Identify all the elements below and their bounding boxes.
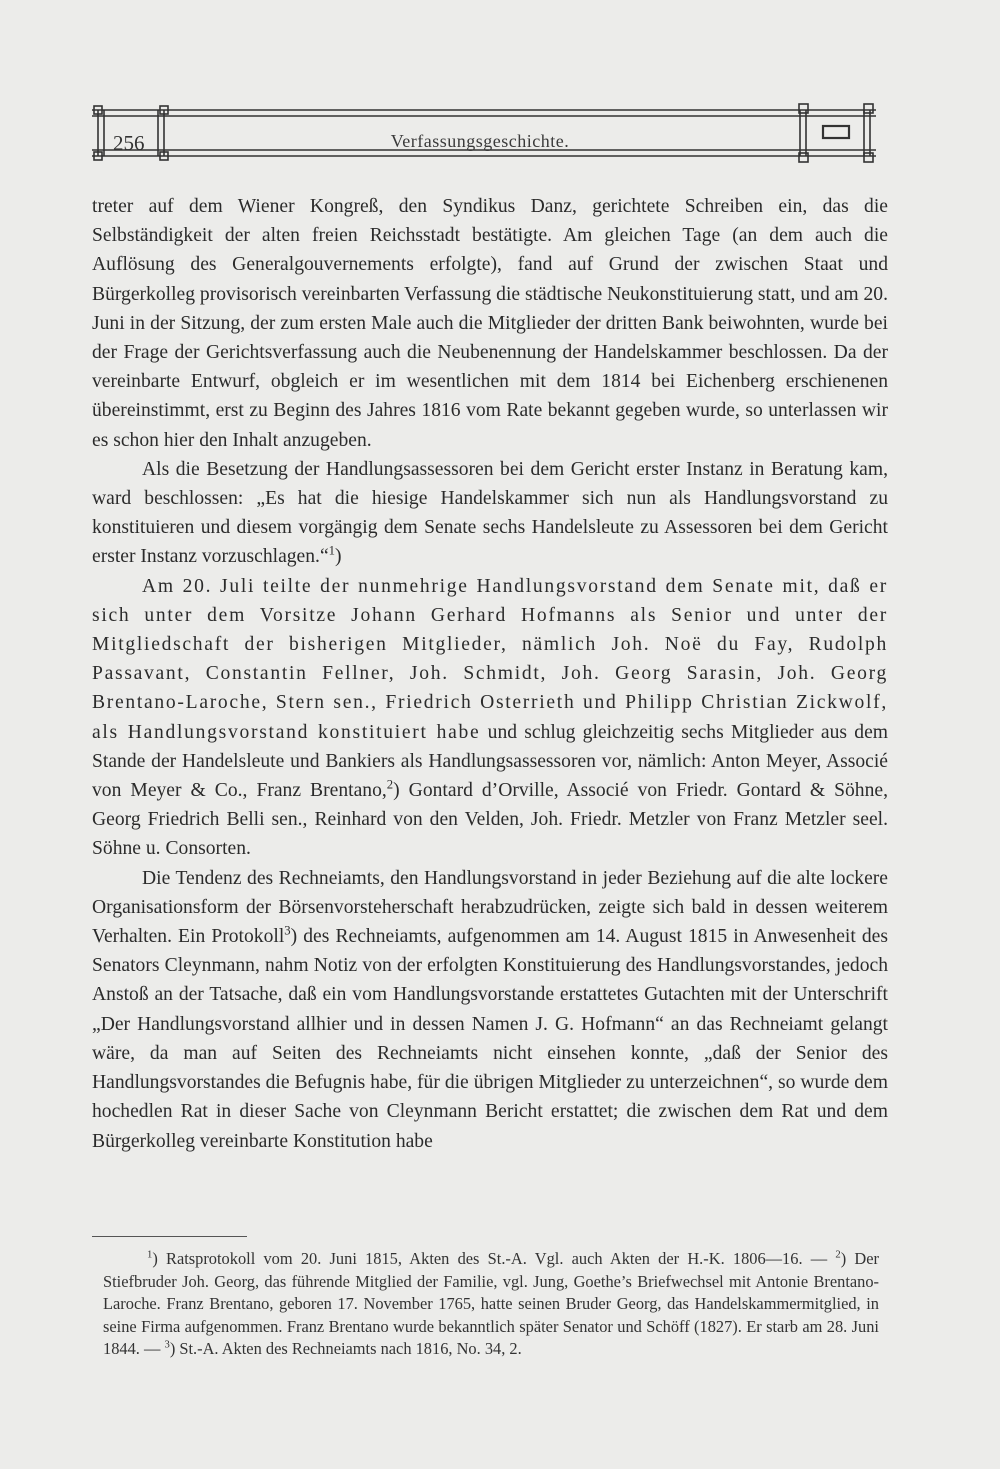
footnote-2-text: ) Der Stiefbruder Joh. Georg, das führende Mitglied der Familie, vgl. Jung, Goethe’s Briefwechsel mit Antonie Brentano-Laroche. Franz Brentano, geboren 17. November 1765, hatte seinen Bruder Georg, das Handelskammermitglied, in seine Firma aufgenommen. Franz Brentano wurde bekanntlich später Senator und Schöff (1827). Er starb am 28. Juni 1844. —: [103, 1249, 879, 1359]
footnote-mark-1: 1: [147, 1249, 153, 1261]
footnote-1-text: ) Ratsprotokoll vom 20. Juni 1815, Akten des St.-A. Vgl. auch Akten der H.-K. 1806—16. —: [152, 1249, 828, 1268]
paragraph-4: [92, 864, 888, 1156]
footnote-mark-2: 2: [835, 1249, 841, 1261]
paragraph-3: [92, 572, 888, 864]
paragraph-2-text: Als die Besetzung der Handlungsassessoren bei dem Gericht erster Instanz in Beratung kam, ward beschlossen: „Es hat die hiesige Handelskammer sich nun als Handlungsvorstand zu konstituieren und diesem vorgängig dem Senate sechs Handelsleute zu Assessoren bei dem Gericht erster Instanz vorzuschlagen.“: [92, 458, 888, 568]
footnote-mark-3: 3: [164, 1339, 170, 1351]
footnote-block: [103, 1248, 879, 1361]
page-number: 256: [113, 131, 145, 155]
paragraph-2-tail: ): [335, 546, 342, 568]
paragraph-3-text-a: und schlug gleichzeitig sechs Mitglieder aus dem Stande der Handelsleute und Bankiers als Handlungsassessoren vor, nämlich: Anton Meyer, Associé von Meyer & Co., Franz Brentano,: [92, 721, 889, 802]
footnote-ref-2: 2: [386, 777, 394, 792]
paragraph-4-text-a: Die Tendenz des Rechneiamts, den Handlungsvorstand in jeder Beziehung auf die alte lockere Organisationsform der Börsenvorsteherschaft herabzudrücken, zeigte sich bald in dessen weiterem Verhalten. Ein Protokoll: [92, 867, 888, 948]
footnote-ref-3: 3: [284, 923, 291, 938]
paragraph-4-text-b: ) des Rechneiamts, aufgenommen am 14. August 1815 in Anwesenheit des Senators Cleynmann, nahm Notiz von der erfolgten Konstituierung des Handlungsvorstandes, jedoch Anstoß an der Tatsache, daß ein vom Handlungsvorstande erstattetes Gutachten mit der Unterschrift „Der Handlungsvorstand allhier und in dessen Namen J. G. Hofmann“ an das Rechneiamt gelangt wäre, da man auf Seiten des Rechneiamts nicht einsehen konnte, „daß der Senior des Handlungsvorstandes die Befugnis habe, für die übrigen Mitglieder zu unterzeichnen“, so wurde dem hochedlen Rat in dieser Sache von Cleynmann Bericht erstattet; die zwischen dem Rat und dem Bürgerkolleg vereinbarte Konstitution habe: [92, 926, 888, 1152]
footnote-divider: [92, 1236, 247, 1237]
body-text: [92, 192, 888, 1156]
paragraph-1: treter auf dem Wiener Kongreß, den Syndikus Danz, gerichtete Schreiben ein, das die Selbständigkeit der alten freien Reichsstadt bestätigte. Am gleichen Tage (an dem auch die Auflösung des Generalgouvernements erfolgte), fand auf Grund der zwischen Staat und Bürgerkolleg provisorisch vereinbarten Verfassung die städtische Neukonstituierung statt, und am 20. Juni in der Sitzung, der zum ersten Male auch die Mitglieder der dritten Bank beiwohnten, wurde bei der Frage der Gerichtsverfassung auch die Neubenennung der Handelskammer beschlossen. Da der vereinbarte Entwurf, obgleich er im wesentlichen mit dem 1814 bei Eichenberg erschienenen übereinstimmt, erst zu Beginn des Jahres 1816 vom Rate bekannt gegeben wurde, so unterlassen wir es schon hier den Inhalt anzugeben.: [92, 196, 888, 451]
paragraph-3-spaced-text: Am 20. Juli teilte der nunmehrige Handlungsvorstand dem Senate mit, daß er sich unter dem Vorsitze Johann Gerhard Hofmanns als Senior und unter der Mitgliedschaft der bisherigen Mitglieder, nämlich Joh. Noë du Fay, Rudolph Passavant, Constantin Fellner, Joh. Schmidt, Joh. Georg Sarasin, Joh. Georg Brentano-Laroche, Stern sen., Friedrich Osterrieth und Philipp Christian Zickwolf, als Handlungsvorstand konstituiert habe: [92, 575, 888, 743]
footnote-3-text: ) St.-A. Akten des Rechneiamts nach 1816, No. 34, 2.: [169, 1339, 522, 1359]
paragraph-3-text-b: ) Gontard d’Orville, Associé von Friedr. Gontard & Söhne, Georg Friedrich Belli sen., Reinhard von den Velden, Joh. Friedr. Metzler von Franz Metzler seel. Söhne u. Consorten.: [92, 780, 888, 860]
paragraph-2: [92, 455, 888, 572]
footnotes: [103, 1248, 879, 1361]
running-head: Verfassungsgeschichte.: [390, 131, 570, 151]
footnote-ref-1: 1: [328, 543, 336, 558]
